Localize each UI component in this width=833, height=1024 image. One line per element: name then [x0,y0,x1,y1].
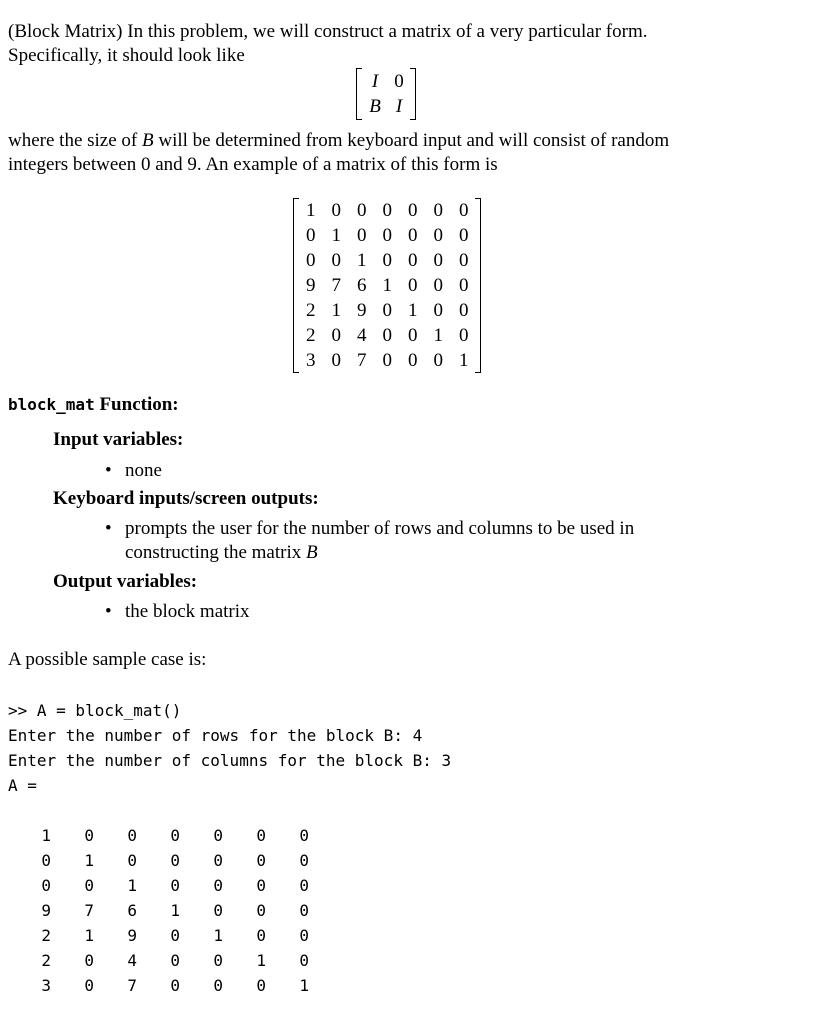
output-variables-list [105,600,250,624]
example-matrix-cell: 1 [459,350,469,371]
output-matrix-cell: 0 [170,976,180,995]
output-matrix-cell: 0 [170,926,180,945]
example-matrix-cell: 0 [331,200,341,221]
example-matrix-cell: 0 [382,250,392,271]
output-matrix-cell: 0 [41,876,51,895]
example-matrix-cell: 0 [408,275,418,296]
output-matrix-cell: 1 [213,926,223,945]
output-matrix-cell: 1 [256,951,266,970]
code-line-rows-prompt: Enter the number of rows for the block B: 4 [8,726,423,745]
example-matrix-cell: 0 [433,250,443,271]
output-matrix-cell: 0 [213,826,223,845]
output-matrix-cell: 1 [127,876,137,895]
matrix-b-symbol: B [142,130,154,151]
output-matrix-cell: 6 [127,901,137,920]
form-matrix-cell: I [395,96,403,117]
output-matrix-cell: 0 [170,826,180,845]
example-matrix-cell: 0 [433,200,443,221]
example-matrix-cell: 0 [459,225,469,246]
example-matrix-cell: 0 [331,350,341,371]
output-matrix-cell: 0 [84,976,94,995]
output-variables-heading: Output variables: [53,571,198,592]
example-matrix-cell: 1 [382,275,392,296]
output-matrix-cell: 0 [299,826,309,845]
output-matrix-cell: 0 [213,851,223,870]
example-matrix-cell: 0 [408,350,418,371]
output-matrix-cell: 0 [127,826,137,845]
output-matrix-cell: 1 [84,926,94,945]
output-matrix-cell: 0 [213,976,223,995]
output-matrix-cell: 0 [299,901,309,920]
keyboard-outputs-list [105,517,770,565]
example-matrix-cell: 4 [357,325,367,346]
output-matrix-cell: 0 [256,826,266,845]
example-matrix-cell: 0 [382,350,392,371]
output-matrix-cell: 1 [41,826,51,845]
example-matrix-cell: 0 [382,225,392,246]
example-matrix [293,198,481,373]
list-item: • the block matrix [105,600,250,624]
output-matrix-cell: 0 [256,901,266,920]
function-name: block_mat [8,395,95,414]
output-matrix-cell: 2 [41,926,51,945]
block-form-matrix [356,68,416,120]
matrix-b-symbol: B [305,542,318,563]
output-matrix-cell: 0 [213,876,223,895]
example-matrix-cell: 0 [408,250,418,271]
example-matrix-cell: 0 [382,200,392,221]
example-matrix-cell: 1 [331,225,341,246]
example-matrix-cell: 7 [357,350,367,371]
output-matrix-cell: 0 [170,851,180,870]
output-matrix-cell: 0 [84,951,94,970]
list-item: • none [105,459,162,483]
output-matrix-cell: 0 [299,851,309,870]
sample-intro: A possible sample case is: [8,649,207,670]
example-matrix-cell: 3 [306,350,316,371]
example-matrix-cell: 0 [459,325,469,346]
form-matrix-cell: B [369,96,381,117]
example-matrix-cell: 0 [382,325,392,346]
input-variables-heading: Input variables: [53,429,184,450]
example-matrix-cell: 9 [357,300,367,321]
output-matrix-cell: 0 [41,851,51,870]
output-matrix-cell: 0 [127,851,137,870]
output-matrix-cell: 1 [299,976,309,995]
intro-line-2: Specifically, it should look like [8,45,245,66]
example-matrix-cell: 1 [306,200,316,221]
form-matrix-cell: 0 [394,71,404,92]
example-matrix-cell: 6 [357,275,367,296]
output-matrix-cell: 4 [127,951,137,970]
output-matrix-cell: 2 [41,951,51,970]
output-matrix-cell: 9 [41,901,51,920]
output-matrix-cell: 9 [127,926,137,945]
output-matrix-cell: 0 [84,876,94,895]
output-matrix-cell: 7 [127,976,137,995]
output-matrix-cell: 0 [256,851,266,870]
output-matrix-cell: 0 [170,951,180,970]
example-matrix-cell: 9 [306,275,316,296]
list-item: • prompts the user for the number of rows and columns to be used in constructing the matrix B [105,517,770,565]
output-matrix-cell: 3 [41,976,51,995]
description-line-1: where the size of B will be determined from keyboard input and will consist of random [8,130,670,151]
example-matrix-cell: 2 [306,325,316,346]
code-line-cols-prompt: Enter the number of columns for the block B: 3 [8,751,452,770]
output-matrix-cell: 7 [84,901,94,920]
input-variables-list [105,459,162,483]
form-matrix-cell: I [371,71,379,92]
example-matrix-cell: 0 [433,350,443,371]
example-matrix-cell: 0 [331,325,341,346]
example-matrix-cell: 0 [408,325,418,346]
example-matrix-cell: 2 [306,300,316,321]
example-matrix-cell: 1 [357,250,367,271]
example-matrix-cell: 1 [433,325,443,346]
output-matrix-cell: 0 [256,976,266,995]
example-matrix-cell: 0 [382,300,392,321]
example-matrix-cell: 0 [459,275,469,296]
example-matrix-cell: 7 [331,275,341,296]
function-heading: block_mat Function: [8,394,179,415]
output-matrix-cell: 0 [213,951,223,970]
output-matrix-cell: 0 [299,926,309,945]
example-matrix-cell: 0 [306,225,316,246]
output-matrix-cell: 0 [170,876,180,895]
example-matrix-cell: 0 [408,225,418,246]
output-matrix-cell: 0 [299,951,309,970]
example-matrix-cell: 0 [433,300,443,321]
code-line-assignment: A = [8,776,37,795]
keyboard-outputs-heading: Keyboard inputs/screen outputs: [53,488,319,509]
output-matrix-cell: 0 [256,926,266,945]
example-matrix-cell: 0 [331,250,341,271]
example-matrix-cell: 0 [357,200,367,221]
description-line-2: integers between 0 and 9. An example of a matrix of this form is [8,154,498,175]
example-matrix-cell: 0 [433,225,443,246]
output-matrix-cell: 1 [170,901,180,920]
output-matrix-cell: 0 [84,826,94,845]
example-matrix-cell: 1 [408,300,418,321]
example-matrix-cell: 1 [331,300,341,321]
example-matrix-cell: 0 [357,225,367,246]
code-line-command: >> A = block_mat() [8,701,182,720]
intro-line-1: (Block Matrix) In this problem, we will construct a matrix of a very particular form. [8,21,648,42]
example-matrix-cell: 0 [408,200,418,221]
output-matrix-cell: 0 [299,876,309,895]
example-matrix-cell: 0 [306,250,316,271]
output-matrix [8,823,309,998]
example-matrix-cell: 0 [459,300,469,321]
example-matrix-cell: 0 [433,275,443,296]
output-matrix-cell: 1 [84,851,94,870]
output-matrix-cell: 0 [256,876,266,895]
example-matrix-cell: 0 [459,250,469,271]
output-matrix-cell: 0 [213,901,223,920]
example-matrix-cell: 0 [459,200,469,221]
